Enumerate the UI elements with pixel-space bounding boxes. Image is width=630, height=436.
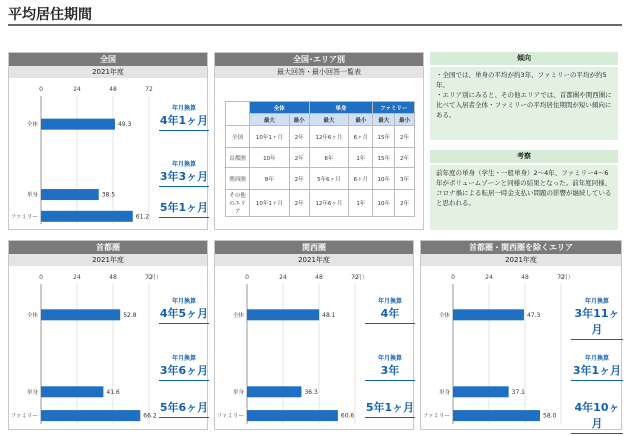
category-label: 単身 <box>232 389 244 396</box>
x-tick-label: 72 <box>351 274 359 281</box>
others-conv-2: 年月換算 3年1ヶ月 <box>571 353 623 381</box>
national-conv-2: 年月換算 3年3ヶ月 <box>159 159 209 187</box>
bar-value-label: 48.1 <box>322 311 336 319</box>
others-year: 2021年度 <box>421 254 621 266</box>
x-tick-label: 48 <box>315 274 323 281</box>
category-label: 全体 <box>232 312 244 319</box>
kansai-year: 2021年度 <box>215 254 413 266</box>
trend-bullet: ・エリア別にみると、その他エリアでは、首都圏や関西圏に比べて入居者全体・ファミリーの平均居住期間が短い傾向にある。 <box>436 91 612 119</box>
table-row: 首都圏 10年 2年 8年 1年 15年 2年 <box>226 148 415 168</box>
consideration-header: 考察 <box>430 150 618 163</box>
bar-value-label: 58.0 <box>543 412 557 420</box>
bar-value-label: 37.1 <box>511 388 526 396</box>
trend-body <box>430 67 618 140</box>
category-label: ファミリー <box>10 413 38 420</box>
x-tick-label: 72 <box>145 86 153 93</box>
kansai-panel <box>214 240 414 430</box>
table-row: 関西圏 8年 2年 5年6ヶ月 6ヶ月 10年 3年 <box>226 168 415 190</box>
table-row: その他のエリア 10年1ヶ月 2年 12年6ヶ月 1年 10年 2年 <box>226 190 415 217</box>
others-panel <box>420 240 622 430</box>
bar-value-label: 52.8 <box>123 311 137 319</box>
x-tick-label: 24 <box>485 274 493 281</box>
national-header: 全国 <box>9 53 207 66</box>
consideration-body: 前年度の単身（学生・一般単身）2～4年、ファミリー4～6年がボリュームゾーンと同様の結果となった。前年度同様、コロナ禍による転居一時金支払い問題の影響が継続していると思われる。 <box>430 165 618 230</box>
x-tick-label: 72 <box>557 274 565 281</box>
bar <box>247 309 319 320</box>
kansai-header: 関西圏 <box>215 241 413 254</box>
shutoken-conv-2: 年月換算 3年6ヶ月 <box>159 353 209 381</box>
subhead: 最小 <box>395 114 415 126</box>
group-header: 全体 <box>250 102 310 114</box>
bar-chart-svg <box>9 78 159 228</box>
subhead: 最大 <box>309 114 349 126</box>
bar-chart-svg <box>421 266 571 428</box>
bar <box>453 386 509 397</box>
national-panel <box>8 52 208 230</box>
shutoken-panel <box>8 240 208 430</box>
area-header: 全国･エリア別 <box>215 53 423 66</box>
kansai-conv-2: 年月換算 3年 <box>365 353 415 381</box>
category-label: ファミリー <box>10 214 38 221</box>
shutoken-conv-3: 5年6ヶ月 <box>159 399 209 418</box>
bar-value-label: 66.2 <box>143 412 157 420</box>
consideration-box <box>430 150 618 230</box>
bar-value-label: 49.3 <box>117 121 132 129</box>
kansai-chart <box>215 266 365 432</box>
category-label: 単身 <box>438 389 450 396</box>
category-label: 全体 <box>26 122 38 129</box>
bar <box>41 119 115 130</box>
others-conv-1: 年月換算 3年11ヶ月 <box>571 296 623 340</box>
shutoken-conv-1: 年月換算 4年5ヶ月 <box>159 296 209 324</box>
national-chart <box>9 78 159 232</box>
x-tick-label: 0 <box>451 274 455 281</box>
bar-value-label: 41.6 <box>106 388 120 396</box>
x-tick-label: 48 <box>109 274 117 281</box>
x-tick-label: 72 <box>145 274 153 281</box>
x-tick-label: 48 <box>109 86 117 93</box>
category-label: 単身 <box>26 192 38 199</box>
bar <box>41 189 99 200</box>
shutoken-chart <box>9 266 159 432</box>
category-label: 全体 <box>26 312 38 319</box>
table-row: 全国 10年1ヶ月 2年 12年6ヶ月 6ヶ月 15年 2年 <box>226 126 415 148</box>
page-title: 平均居住期間 <box>8 7 92 23</box>
subhead: 最大 <box>373 114 395 126</box>
bar <box>453 309 524 320</box>
national-conv-1: 年月換算 4年1ヶ月 <box>159 103 209 131</box>
axis-unit-label: （月 <box>145 275 157 281</box>
bar <box>41 410 140 421</box>
shutoken-year: 2021年度 <box>9 254 207 266</box>
area-sub: 最大回答・最小回答一覧表 <box>215 66 423 78</box>
bar-value-label: 61.2 <box>135 213 150 221</box>
bar <box>41 211 133 222</box>
bar-value-label: 36.3 <box>304 388 318 396</box>
subhead: 最小 <box>289 114 309 126</box>
x-tick-label: 24 <box>73 274 81 281</box>
group-header: 単身 <box>309 102 373 114</box>
bar-chart-svg <box>215 266 365 428</box>
others-conv-3: 4年10ヶ月 <box>571 399 623 434</box>
trend-bullet: ・全国では、単身の平均が約3年、ファミリーの平均が約5年。 <box>436 71 607 89</box>
area-panel <box>214 52 424 230</box>
bar <box>247 386 301 397</box>
title-rule <box>8 24 622 26</box>
shutoken-header: 首都圏 <box>9 241 207 254</box>
axis-unit-label: （月 <box>557 275 569 281</box>
bar-value-label: 38.5 <box>101 191 116 199</box>
national-conv-3: 5年1ヶ月 <box>159 199 209 218</box>
bar-value-label: 60.6 <box>340 412 355 420</box>
category-label: ファミリー <box>216 413 244 420</box>
subhead: 最大 <box>250 114 290 126</box>
trend-box <box>430 52 618 140</box>
bar-chart-svg <box>9 266 159 428</box>
bar-value-label: 47.3 <box>526 311 541 319</box>
category-label: ファミリー <box>422 413 450 420</box>
x-tick-label: 48 <box>521 274 529 281</box>
others-chart <box>421 266 571 432</box>
axis-unit-label: （月 <box>351 275 363 281</box>
x-tick-label: 0 <box>245 274 249 281</box>
group-header: ファミリー <box>373 102 415 114</box>
others-header: 首都圏・関西圏を除くエリア <box>421 241 621 254</box>
x-tick-label: 24 <box>73 86 81 93</box>
bar <box>453 410 540 421</box>
bar <box>41 309 120 320</box>
category-label: 全体 <box>438 312 450 319</box>
subhead: 最小 <box>349 114 373 126</box>
area-table <box>225 101 415 217</box>
x-tick-label: 0 <box>39 274 43 281</box>
trend-header: 傾向 <box>430 52 618 65</box>
bar <box>41 386 103 397</box>
national-year: 2021年度 <box>9 66 207 78</box>
bar <box>247 410 338 421</box>
x-tick-label: 24 <box>279 274 287 281</box>
category-label: 単身 <box>26 389 38 396</box>
kansai-conv-1: 年月換算 4年 <box>365 296 415 324</box>
kansai-conv-3: 5年1ヶ月 <box>365 399 415 418</box>
x-tick-label: 0 <box>39 86 43 93</box>
